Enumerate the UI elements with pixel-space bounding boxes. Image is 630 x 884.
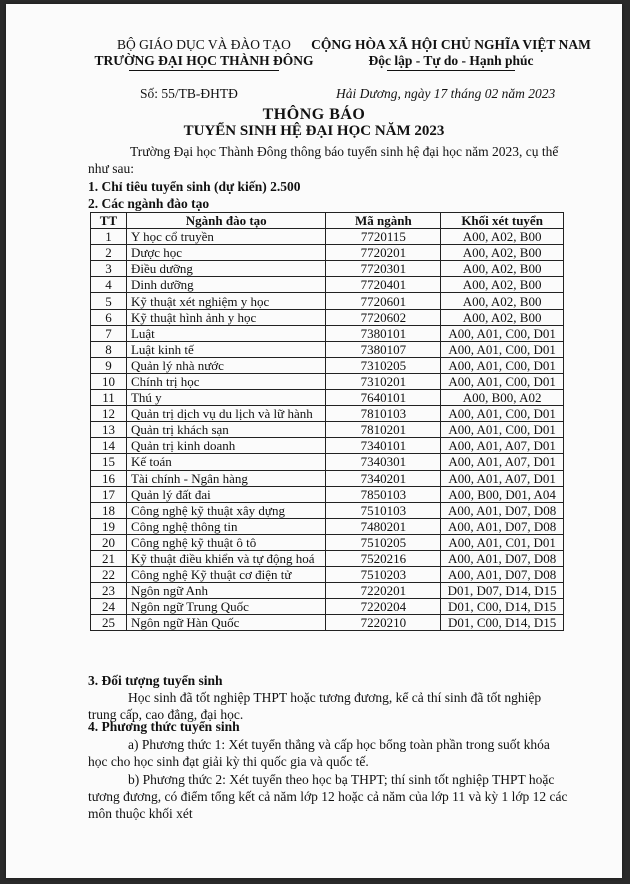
table-row bbox=[91, 599, 564, 615]
col-header-groups: Khối xét tuyển bbox=[441, 213, 564, 229]
major-code: 7720115 bbox=[326, 229, 441, 245]
major-name: Dinh dưỡng bbox=[126, 277, 326, 293]
table-row bbox=[91, 293, 564, 309]
row-number: 9 bbox=[91, 357, 127, 373]
exam-groups: A00, B00, D01, A04 bbox=[441, 486, 564, 502]
major-code: 7720601 bbox=[326, 293, 441, 309]
major-code: 7720301 bbox=[326, 261, 441, 277]
table-row bbox=[91, 390, 564, 406]
majors-table bbox=[90, 212, 564, 631]
exam-groups: A00, A02, B00 bbox=[441, 229, 564, 245]
col-header-code: Mã ngành bbox=[326, 213, 441, 229]
major-name: Công nghệ kỹ thuật ô tô bbox=[126, 534, 326, 550]
major-name: Thú y bbox=[126, 390, 326, 406]
major-name: Kế toán bbox=[126, 454, 326, 470]
row-number: 14 bbox=[91, 438, 127, 454]
exam-groups: A00, A01, A07, D01 bbox=[441, 454, 564, 470]
table-row bbox=[91, 229, 564, 245]
major-code: 7340301 bbox=[326, 454, 441, 470]
major-name: Quản trị kinh doanh bbox=[126, 438, 326, 454]
section-3-text: Học sinh đã tốt nghiệp THPT hoặc tương đương, kể cả thí sinh đã tốt nghiệp trung cấp, cao đẳng, đại học. bbox=[88, 690, 542, 722]
section-1-heading: 1. Chỉ tiêu tuyển sinh (dự kiến) 2.500 bbox=[88, 179, 301, 194]
row-number: 21 bbox=[91, 550, 127, 566]
major-code: 7220210 bbox=[326, 615, 441, 631]
row-number: 7 bbox=[91, 325, 127, 341]
exam-groups: A00, A02, B00 bbox=[441, 261, 564, 277]
exam-groups: A00, A01, D07, D08 bbox=[441, 550, 564, 566]
table-row bbox=[91, 470, 564, 486]
section-4-heading: 4. Phương thức tuyển sinh bbox=[88, 719, 240, 734]
major-name: Ngôn ngữ Trung Quốc bbox=[126, 599, 326, 615]
major-code: 7510205 bbox=[326, 534, 441, 550]
major-name: Kỹ thuật hình ảnh y học bbox=[126, 309, 326, 325]
major-code: 7850103 bbox=[326, 486, 441, 502]
row-number: 1 bbox=[91, 229, 127, 245]
table-row bbox=[91, 357, 564, 373]
table-row bbox=[91, 325, 564, 341]
exam-groups: A00, A01, D07, D08 bbox=[441, 567, 564, 583]
university-name: TRƯỜNG ĐẠI HỌC THÀNH ĐÔNG bbox=[94, 53, 314, 68]
row-number: 20 bbox=[91, 534, 127, 550]
table-row bbox=[91, 534, 564, 550]
major-code: 7480201 bbox=[326, 518, 441, 534]
table-header-row bbox=[91, 213, 564, 229]
row-number: 2 bbox=[91, 245, 127, 261]
exam-groups: A00, A02, B00 bbox=[441, 309, 564, 325]
exam-groups: A00, A02, B00 bbox=[441, 277, 564, 293]
major-code: 7340101 bbox=[326, 438, 441, 454]
major-name: Công nghệ thông tin bbox=[126, 518, 326, 534]
major-name: Quản trị khách sạn bbox=[126, 422, 326, 438]
major-code: 7380107 bbox=[326, 341, 441, 357]
row-number: 6 bbox=[91, 309, 127, 325]
major-name: Luật bbox=[126, 325, 326, 341]
table-row bbox=[91, 373, 564, 389]
major-code: 7720201 bbox=[326, 245, 441, 261]
document-number: Số: 55/TB-ĐHTĐ bbox=[140, 86, 238, 101]
table-row bbox=[91, 567, 564, 583]
row-number: 8 bbox=[91, 341, 127, 357]
major-name: Ngôn ngữ Hàn Quốc bbox=[126, 615, 326, 631]
table-row bbox=[91, 550, 564, 566]
country-name: CỘNG HÒA XÃ HỘI CHỦ NGHĨA VIỆT NAM bbox=[311, 37, 591, 52]
major-code: 7380101 bbox=[326, 325, 441, 341]
major-code: 7220201 bbox=[326, 583, 441, 599]
issuer-block bbox=[74, 37, 334, 71]
national-motto: Độc lập - Tự do - Hạnh phúc bbox=[368, 53, 534, 68]
major-name: Quản lý nhà nước bbox=[126, 357, 326, 373]
intro-paragraph: Trường Đại học Thành Đông thông báo tuyển sinh hệ đại học năm 2023, cụ thể như sau: bbox=[88, 144, 559, 176]
exam-groups: A00, A01, C00, D01 bbox=[441, 373, 564, 389]
method-1-text: a) Phương thức 1: Xét tuyển thẳng và cấp học bổng toàn phần trong suốt khóa học cho học sinh đạt giải kỳ thi quốc gia và quốc tế. bbox=[88, 737, 550, 769]
table-row bbox=[91, 277, 564, 293]
major-name: Y học cổ truyền bbox=[126, 229, 326, 245]
exam-groups: A00, A01, A07, D01 bbox=[441, 438, 564, 454]
issuer-underline bbox=[129, 70, 279, 71]
major-name: Dược học bbox=[126, 245, 326, 261]
exam-groups: A00, A01, C00, D01 bbox=[441, 422, 564, 438]
table-row bbox=[91, 261, 564, 277]
exam-groups: A00, A01, C00, D01 bbox=[441, 406, 564, 422]
section-3-heading: 3. Đối tượng tuyển sinh bbox=[88, 673, 223, 688]
major-name: Điều dưỡng bbox=[126, 261, 326, 277]
place-date: Hải Dương, ngày 17 tháng 02 năm 2023 bbox=[336, 86, 556, 101]
row-number: 16 bbox=[91, 470, 127, 486]
table-row bbox=[91, 309, 564, 325]
document-title: THÔNG BÁO bbox=[262, 106, 366, 123]
major-name: Tài chính - Ngân hàng bbox=[126, 470, 326, 486]
exam-groups: A00, A01, D07, D08 bbox=[441, 518, 564, 534]
table-row bbox=[91, 245, 564, 261]
section-2-heading: 2. Các ngành đào tạo bbox=[88, 196, 210, 211]
major-name: Công nghệ Kỹ thuật cơ điện tử bbox=[126, 567, 326, 583]
motto-underline bbox=[387, 70, 515, 71]
row-number: 18 bbox=[91, 502, 127, 518]
major-code: 7510103 bbox=[326, 502, 441, 518]
major-name: Luật kinh tế bbox=[126, 341, 326, 357]
table-row bbox=[91, 502, 564, 518]
table-row bbox=[91, 615, 564, 631]
row-number: 3 bbox=[91, 261, 127, 277]
exam-groups: D01, C00, D14, D15 bbox=[441, 615, 564, 631]
method-2-text: b) Phương thức 2: Xét tuyển theo học bạ THPT; thí sinh tốt nghiệp THPT hoặc tương đương, có điểm tổng kết cả năm lớp 12 hoặc cả năm của lớp 11 và kỳ 1 lớp 12 các môn thuộc khối xét bbox=[88, 772, 568, 821]
exam-groups: D01, D07, D14, D15 bbox=[441, 583, 564, 599]
major-code: 7510203 bbox=[326, 567, 441, 583]
major-name: Công nghệ kỹ thuật xây dựng bbox=[126, 502, 326, 518]
row-number: 23 bbox=[91, 583, 127, 599]
major-code: 7520216 bbox=[326, 550, 441, 566]
exam-groups: A00, A01, C00, D01 bbox=[441, 341, 564, 357]
major-name: Kỹ thuật xét nghiệm y học bbox=[126, 293, 326, 309]
table-row bbox=[91, 422, 564, 438]
major-code: 7310205 bbox=[326, 357, 441, 373]
col-header-major: Ngành đào tạo bbox=[126, 213, 326, 229]
major-code: 7720602 bbox=[326, 309, 441, 325]
table-row bbox=[91, 341, 564, 357]
major-code: 7640101 bbox=[326, 390, 441, 406]
exam-groups: A00, A02, B00 bbox=[441, 293, 564, 309]
table-row bbox=[91, 583, 564, 599]
exam-groups: D01, C00, D14, D15 bbox=[441, 599, 564, 615]
row-number: 11 bbox=[91, 390, 127, 406]
major-code: 7340201 bbox=[326, 470, 441, 486]
exam-groups: A00, A01, C01, D01 bbox=[441, 534, 564, 550]
exam-groups: A00, A02, B00 bbox=[441, 245, 564, 261]
row-number: 22 bbox=[91, 567, 127, 583]
major-name: Quản lý đất đai bbox=[126, 486, 326, 502]
major-code: 7310201 bbox=[326, 373, 441, 389]
col-header-tt: TT bbox=[91, 213, 127, 229]
table-row bbox=[91, 438, 564, 454]
national-header bbox=[306, 37, 596, 71]
major-name: Quản trị dịch vụ du lịch và lữ hành bbox=[126, 406, 326, 422]
major-code: 7220204 bbox=[326, 599, 441, 615]
row-number: 24 bbox=[91, 599, 127, 615]
row-number: 12 bbox=[91, 406, 127, 422]
exam-groups: A00, A01, D07, D08 bbox=[441, 502, 564, 518]
major-name: Kỹ thuật điều khiển và tự động hoá bbox=[126, 550, 326, 566]
document-page bbox=[6, 4, 622, 878]
row-number: 10 bbox=[91, 373, 127, 389]
row-number: 25 bbox=[91, 615, 127, 631]
major-name: Ngôn ngữ Anh bbox=[126, 583, 326, 599]
row-number: 4 bbox=[91, 277, 127, 293]
table-row bbox=[91, 406, 564, 422]
document-subtitle: TUYỂN SINH HỆ ĐẠI HỌC NĂM 2023 bbox=[183, 123, 445, 139]
ministry-name: BỘ GIÁO DỤC VÀ ĐÀO TẠO bbox=[117, 37, 291, 52]
exam-groups: A00, A01, C00, D01 bbox=[441, 325, 564, 341]
table-row bbox=[91, 518, 564, 534]
table-row bbox=[91, 486, 564, 502]
row-number: 15 bbox=[91, 454, 127, 470]
major-code: 7720401 bbox=[326, 277, 441, 293]
table-body bbox=[91, 229, 564, 631]
row-number: 17 bbox=[91, 486, 127, 502]
major-name: Chính trị học bbox=[126, 373, 326, 389]
major-code: 7810201 bbox=[326, 422, 441, 438]
table-row bbox=[91, 454, 564, 470]
exam-groups: A00, B00, A02 bbox=[441, 390, 564, 406]
row-number: 5 bbox=[91, 293, 127, 309]
row-number: 19 bbox=[91, 518, 127, 534]
major-code: 7810103 bbox=[326, 406, 441, 422]
exam-groups: A00, A01, C00, D01 bbox=[441, 357, 564, 373]
row-number: 13 bbox=[91, 422, 127, 438]
exam-groups: A00, A01, A07, D01 bbox=[441, 470, 564, 486]
